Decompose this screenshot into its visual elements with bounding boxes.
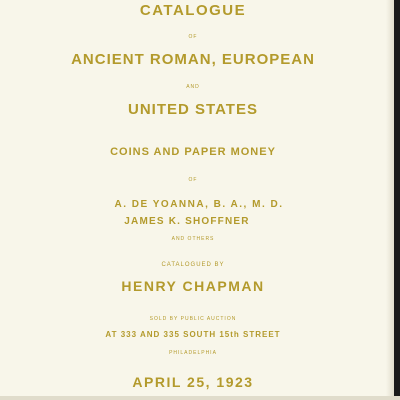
auction-date: APRIL 25, 1923	[132, 374, 254, 390]
auction-city: PHILADELPHIA	[169, 350, 217, 356]
and-connector: AND	[186, 84, 200, 90]
catalogued-by-label: CATALOGUED BY	[161, 262, 225, 268]
page-bottom-edge	[0, 396, 400, 400]
page-edge-shadow	[386, 0, 394, 400]
catalogue-title: CATALOGUE	[139, 2, 247, 19]
and-others-label: AND OTHERS	[171, 236, 215, 242]
collector-name-2: JAMES K. SHOFFNER	[124, 216, 250, 227]
of-connector-2: OF	[188, 177, 198, 183]
auction-label: SOLD BY PUBLIC AUCTION	[149, 316, 237, 322]
subject-line-ancient: ANCIENT ROMAN, EUROPEAN	[71, 51, 315, 68]
scan-border-right	[394, 0, 400, 400]
subject-line-coins: COINS AND PAPER MONEY	[110, 146, 276, 158]
auction-address: AT 333 AND 335 SOUTH 15th STREET	[105, 330, 281, 339]
cataloguer-name: HENRY CHAPMAN	[121, 278, 265, 294]
collector-name-1: A. DE YOANNA, B. A., M. D.	[114, 199, 284, 210]
of-connector: OF	[188, 34, 198, 40]
subject-line-us: UNITED STATES	[128, 101, 258, 118]
